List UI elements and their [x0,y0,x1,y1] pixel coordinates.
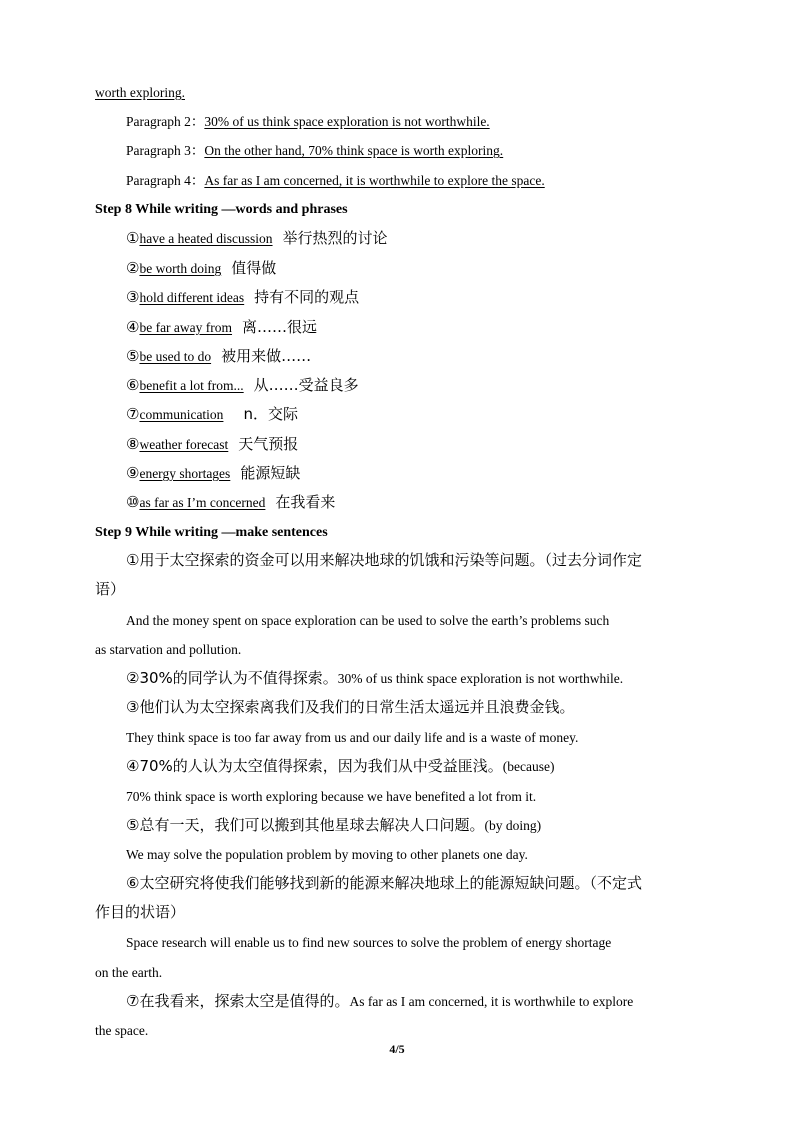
phrase-item [126,318,317,337]
phrase-english: communication [139,407,224,422]
phrase-english: be worth doing [139,261,222,276]
phrase-chinese: 离……很远 [242,318,318,336]
page-number: 4/5 [389,1042,405,1056]
sentence-7-english-cont: the space. [95,1023,149,1038]
phrase-chinese: 持有不同的观点 [254,288,360,306]
phrase-number: ⑦ [126,405,140,423]
phrase-item [126,347,311,366]
paragraph-2-label: Paragraph 2： [126,114,205,129]
phrase-item [126,435,298,454]
paragraph-3-line [126,142,503,160]
sentence-3-chinese: ③他们认为太空探索离我们及我们的日常生活太遥远并且浪费金钱。 [126,698,575,716]
outline-tail: worth exploring. [95,85,185,100]
sentence-5-chinese: ⑤总有一天，我们可以搬到其他星球去解决人口问题。 [126,816,485,834]
sentence-5-english: We may solve the population problem by moving to other planets one day. [126,847,528,862]
phrase-item [126,376,359,395]
phrase-number: ⑤ [126,347,140,365]
sentence-4-hint: (because) [502,759,555,774]
phrase-chinese: 被用来做…… [221,347,312,365]
phrase-english: benefit a lot from... [139,378,244,393]
paragraph-3-label: Paragraph 3： [126,143,205,158]
sentence-2-chinese: ②30%的同学认为不值得探索。 [126,669,338,687]
paragraph-4-text: As far as I am concerned, it is worthwhile to explore the space. [204,173,545,188]
phrase-english: energy shortages [139,466,231,481]
phrase-chinese: 值得做 [231,259,277,277]
phrase-item [126,259,276,278]
phrase-number: ④ [126,318,140,336]
sentence-6-english-cont: on the earth. [95,965,163,980]
phrase-item [126,229,388,248]
phrase-item [126,464,300,483]
phrase-number: ⑩ [126,493,140,511]
phrase-chinese: 在我看来 [275,493,336,511]
sentence-4-english: 70% think space is worth exploring because we have benefited a lot from it. [126,789,537,804]
phrase-number: ① [126,229,140,247]
sentence-7-english: As far as I am concerned, it is worthwhile to explore [349,994,634,1009]
sentence-4-prompt [126,757,555,776]
sentence-1-chinese-cont: 语） [95,580,126,598]
phrase-english: hold different ideas [139,290,245,305]
phrase-chinese: 天气预报 [238,435,299,453]
phrase-item [126,288,359,307]
sentence-6-chinese-cont: 作目的状语） [95,903,186,921]
phrase-item [126,405,298,424]
phrase-number: ③ [126,288,140,306]
sentence-5-hint: (by doing) [484,818,542,833]
paragraph-2-text: 30% of us think space exploration is not worthwhile. [204,114,490,129]
sentence-6-chinese: ⑥太空研究将使我们能够找到新的能源来解决地球上的能源短缺问题。（不定式 [126,874,642,892]
step9-heading: Step 9 While writing —make sentences [95,525,328,540]
sentence-4-chinese: ④70%的人认为太空值得探索，因为我们从中受益匪浅。 [126,757,503,775]
phrase-chinese: 举行热烈的讨论 [282,229,388,247]
phrase-chinese: 从……受益良多 [253,376,359,394]
phrase-english: be far away from [139,320,233,335]
phrase-english: weather forecast [139,437,229,452]
paragraph-4-label: Paragraph 4： [126,173,205,188]
sentence-2-english: 30% of us think space exploration is not worthwhile. [337,671,624,686]
phrase-item [126,493,335,512]
phrase-number: ⑥ [126,376,140,394]
phrase-chinese: n．交际 [243,405,298,423]
paragraph-4-line [126,172,545,190]
paragraph-2-line [126,113,490,131]
sentence-1-chinese: ①用于太空探索的资金可以用来解决地球的饥饿和污染等问题。（过去分词作定 [126,551,642,569]
phrase-number: ② [126,259,140,277]
sentence-7-chinese: ⑦在我看来，探索太空是值得的。 [126,992,350,1010]
step8-heading: Step 8 While writing —words and phrases [95,202,348,217]
sentence-2 [126,669,623,688]
sentence-3-english: They think space is too far away from us and our daily life and is a waste of money. [126,730,579,745]
sentence-7 [126,992,633,1011]
phrase-number: ⑨ [126,464,140,482]
phrase-english: be used to do [139,349,212,364]
sentence-1-english-cont: as starvation and pollution. [95,642,242,657]
sentence-6-english: Space research will enable us to find new sources to solve the problem of energy shortage [126,935,612,950]
phrase-english: as far as I’m concerned [139,495,266,510]
phrase-chinese: 能源短缺 [240,464,301,482]
phrase-english: have a heated discussion [139,231,273,246]
phrase-number: ⑧ [126,435,140,453]
paragraph-3-text: On the other hand, 70% think space is worth exploring. [204,143,504,158]
sentence-5-prompt [126,816,541,835]
sentence-1-english: And the money spent on space exploration can be used to solve the earth’s problems such [126,613,610,628]
